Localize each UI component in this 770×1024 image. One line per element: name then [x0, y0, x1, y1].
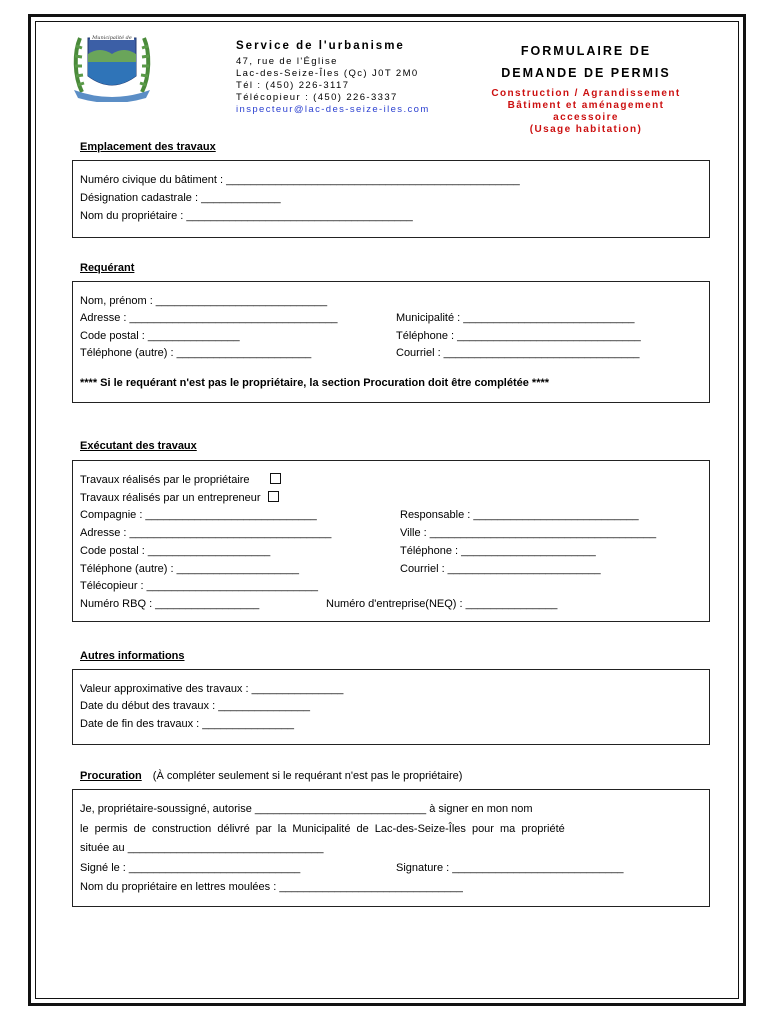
section-title-emplacement: Emplacement des travaux [80, 141, 216, 153]
field-date-debut[interactable]: Date du début des travaux : _______________ [80, 700, 310, 712]
service-address-line2: Lac-des-Seize-Îles (Qc) J0T 2M0 [236, 68, 419, 79]
field-nom-proprietaire[interactable]: Nom du propriétaire : _____________________________________ [80, 210, 413, 222]
field-executant-code-postal[interactable]: Code postal : ____________________ [80, 545, 271, 557]
form-subtitle-line4: (Usage habitation) [529, 124, 643, 135]
field-valeur-travaux[interactable]: Valeur approximative des travaux : _______________ [80, 683, 344, 695]
section-title-executant: Exécutant des travaux [80, 440, 197, 452]
field-numero-civique[interactable]: Numéro civique du bâtiment : ________________________________________________ [80, 174, 520, 186]
field-nom-lettres-moulees[interactable]: Nom du propriétaire en lettres moulées : ______________________________ [80, 881, 463, 893]
field-executant-rbq[interactable]: Numéro RBQ : _________________ [80, 598, 260, 610]
form-subtitle-line1: Construction / Agrandissement [491, 88, 681, 99]
field-requerant-telephone[interactable]: Téléphone : ______________________________ [396, 330, 641, 342]
form-subtitle-line2: Bâtiment et aménagement [507, 100, 665, 111]
field-executant-telephone-autre[interactable]: Téléphone (autre) : ____________________ [80, 563, 299, 575]
field-signe-le[interactable]: Signé le : ____________________________ [80, 862, 301, 874]
field-requerant-adresse[interactable]: Adresse : __________________________________ [80, 312, 338, 324]
form-title-line1: FORMULAIRE DE [520, 44, 652, 58]
form-title-line2: DEMANDE DE PERMIS [501, 66, 671, 80]
field-date-fin[interactable]: Date de fin des travaux : _______________ [80, 718, 295, 730]
field-requerant-code-postal[interactable]: Code postal : _______________ [80, 330, 240, 342]
procuration-text-permis: le permis de construction délivré par la Municipalité de Lac-des-Seize-Îles pour ma propriété [80, 823, 565, 835]
section-title-procuration: Procuration [80, 770, 142, 782]
option-par-proprietaire[interactable] [80, 473, 281, 486]
service-name: Service de l'urbanisme [236, 40, 405, 52]
field-requerant-telephone-autre[interactable]: Téléphone (autre) : ______________________ [80, 347, 312, 359]
field-executant-responsable[interactable]: Responsable : ___________________________ [400, 509, 639, 521]
section-title-procuration-row [80, 770, 462, 782]
field-signature[interactable]: Signature : ____________________________ [396, 862, 624, 874]
option-par-entrepreneur[interactable] [80, 491, 279, 504]
service-tel: Tél : (450) 226-3117 [236, 80, 350, 91]
option-par-proprietaire-label: Travaux réalisés par le propriétaire [80, 474, 250, 486]
field-requerant-municipalite[interactable]: Municipalité : ____________________________ [396, 312, 635, 324]
procuration-subtitle: (À compléter seulement si le requérant n'est pas le propriétaire) [152, 770, 463, 782]
municipality-logo-icon [66, 32, 158, 102]
checkbox-par-proprietaire[interactable] [270, 473, 281, 484]
field-executant-compagnie[interactable]: Compagnie : ____________________________ [80, 509, 317, 521]
requerant-note: **** Si le requérant n'est pas le propriétaire, la section Procuration doit être complétée **** [80, 377, 550, 389]
section-title-autres: Autres informations [80, 650, 185, 662]
field-executant-telecopieur[interactable]: Télécopieur : ____________________________ [80, 580, 318, 592]
field-executant-courriel[interactable]: Courriel : _________________________ [400, 563, 601, 575]
logo-lettering: Municipalité de [92, 35, 132, 41]
service-email[interactable]: inspecteur@lac-des-seize-iles.com [236, 104, 430, 115]
field-requerant-nom[interactable]: Nom, prénom : ____________________________ [80, 295, 328, 307]
field-executant-ville[interactable]: Ville : _____________________________________ [400, 527, 657, 539]
field-executant-neq[interactable]: Numéro d'entreprise(NEQ) : _______________ [326, 598, 558, 610]
option-par-entrepreneur-label: Travaux réalisés par un entrepreneur [80, 492, 261, 504]
service-address-line1: 47, rue de l'Église [236, 56, 338, 67]
service-fax: Télécopieur : (450) 226-3337 [236, 92, 398, 103]
form-subtitle-line3: accessoire [553, 112, 619, 123]
field-procuration-autorise[interactable]: Je, propriétaire-soussigné, autorise ____________________________ à signer en mon nom [80, 803, 533, 815]
checkbox-par-entrepreneur[interactable] [268, 491, 279, 502]
section-title-requerant: Requérant [80, 262, 135, 274]
field-procuration-situee[interactable]: située au ________________________________ [80, 842, 324, 854]
field-designation-cadastrale[interactable]: Désignation cadastrale : _____________ [80, 192, 281, 204]
field-executant-telephone[interactable]: Téléphone : ______________________ [400, 545, 596, 557]
field-executant-adresse[interactable]: Adresse : _________________________________ [80, 527, 332, 539]
field-requerant-courriel[interactable]: Courriel : ________________________________ [396, 347, 640, 359]
